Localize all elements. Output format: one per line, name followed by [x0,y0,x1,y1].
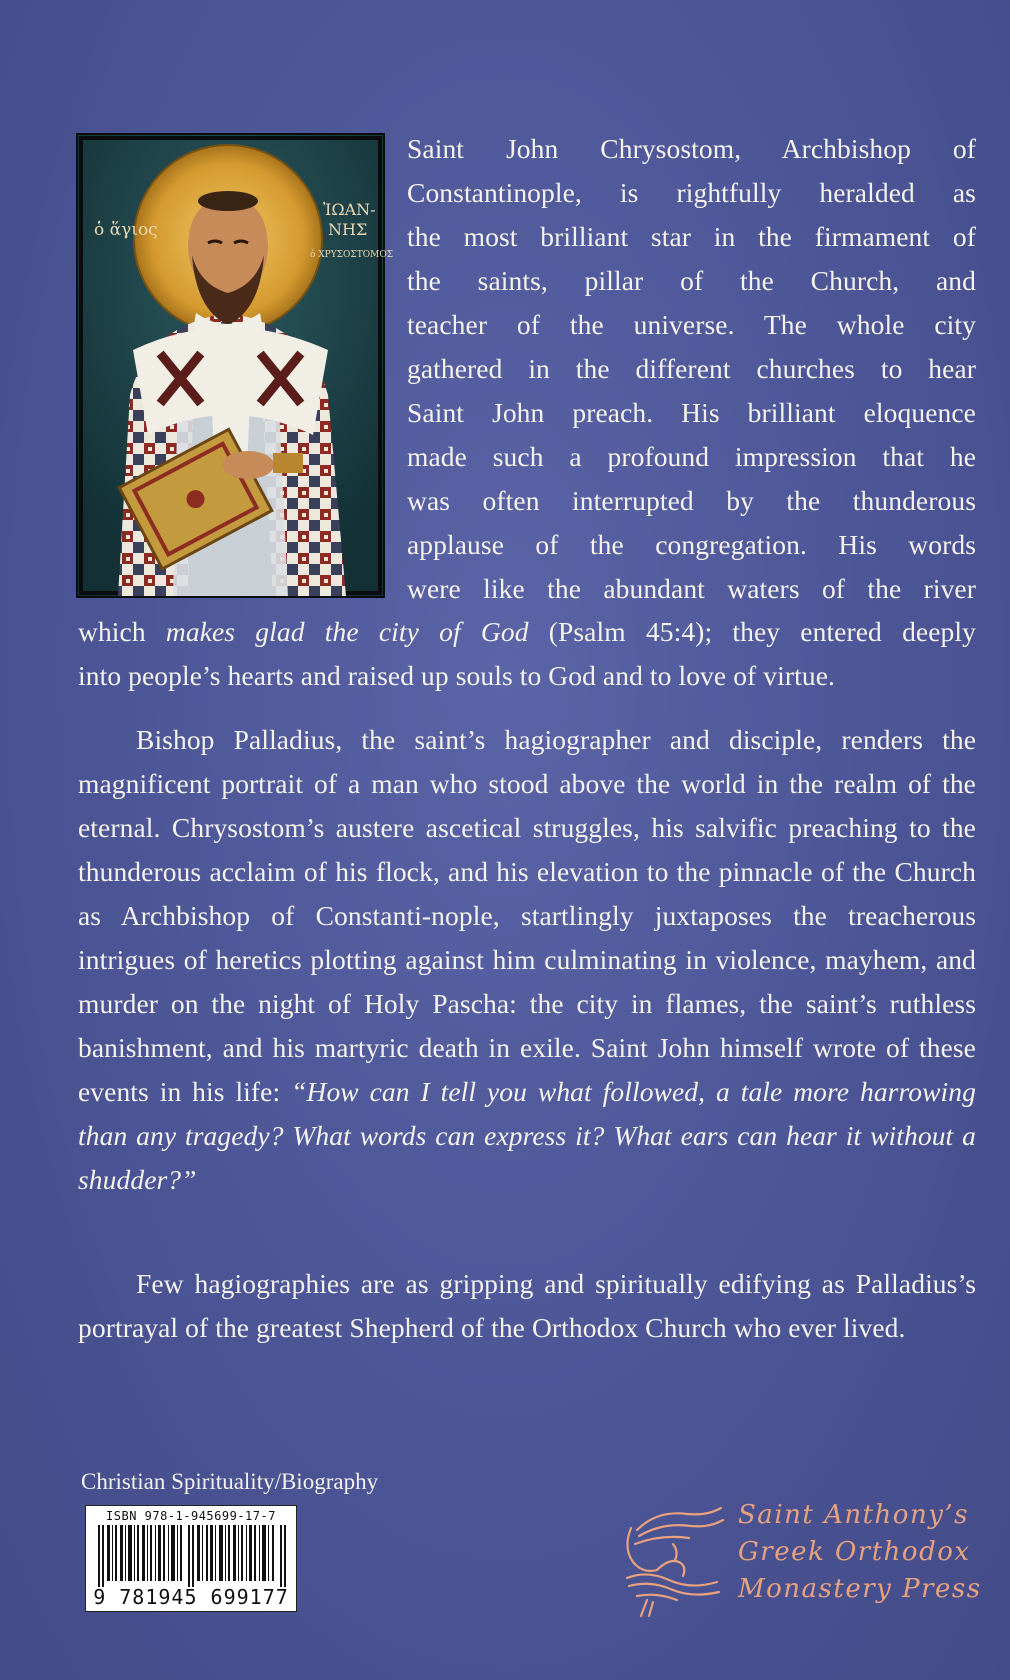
publisher-line-1: Saint Anthony’s [738,1500,969,1530]
icon-inscription-right-2: ΝΗΣ [328,220,368,239]
paragraph-3: Few hagiographies are as gripping and spiritually edifying as Palladius’s portrayal of the greatest Shepherd of the Orthodox Church who ever lived. [78,1268,976,1343]
paragraph-2 [78,718,976,1202]
p1-line: was often interrupted by the thunderous [407,485,976,516]
isbn-label: ISBN 978-1-945699-17-7 [106,1509,276,1523]
saint-icon-illustration [78,135,394,596]
p1-full-line-2: into people’s hearts and raised up souls to God and to love of virtue. [78,660,835,691]
p1-line: the saints, pillar of the Church, and [407,265,976,296]
p1-line: gathered in the different churches to hear [407,353,976,384]
paragraph-2-quote: “How can I tell you what followed, a tale more harrowing than any tragedy? What words can express it? What ears can hear it without a shudder?” [78,1076,976,1195]
icon-inscription-left: ὁ ἅγιος [94,220,158,240]
p1-line: Saint John Chrysostom, Archbishop of [407,133,976,164]
p1-line: Saint John preach. His brilliant eloquence [407,397,976,428]
p1-line: the most brilliant star in the firmament of [407,221,976,252]
p1-line: teacher of the universe. The whole city [407,309,976,340]
isbn-barcode [85,1505,297,1612]
publisher-line-3: Monastery Press [738,1574,982,1604]
paragraph-2-text: Bishop Palladius, the saint’s hagiographer and disciple, renders the magnificent portrait of a man who stood above the world in the realm of the eternal. Chrysostom’s austere ascetical struggles, his salvific preaching to the thunderous acclaim of his flock, and his elevation to the pinnacle of the Church as Archbishop of Constanti-nople, startlingly juxtaposes the treacherous intrigues of heretics plotting against him culminating in violence, mayhem, and murder on the night of Holy Pascha: the city in flames, the saint’s ruthless banishment, and his martyric death in exile. Saint John himself wrote of these events in his life: [78,724,976,1107]
icon-inscription-right-1: ἸΩΑΝ- [323,200,376,219]
p1-full-line-1 [78,610,976,654]
publisher-name [738,1497,982,1608]
barcode-bars [96,1525,288,1587]
saint-icon-image [76,133,394,598]
paragraph-1-wrap [407,127,976,611]
p1-text: which [78,616,166,647]
p1-line: applause of the congregation. His words [407,529,976,560]
barcode-digits: 9 781945 699177 [93,1585,289,1609]
psalm-quote: makes glad the city of God [165,616,529,647]
icon-inscription-right-3: ὁ ΧΡΥΣΟΣΤΟΜΟΣ [310,250,394,260]
publisher-hands-logo [617,1500,729,1618]
p1-text: (Psalm 45:4); they entered deeply [528,616,976,647]
p1-line: made such a profound impression that he [407,441,976,472]
paragraph-1-continuation [78,610,976,698]
p1-line: Constantinople, is rightfully heralded as [407,177,976,208]
category-label: Christian Spirituality/Biography [81,1469,379,1494]
publisher-line-2: Greek Orthodox [738,1537,971,1567]
p1-line: were like the abundant waters of the river [407,573,976,604]
